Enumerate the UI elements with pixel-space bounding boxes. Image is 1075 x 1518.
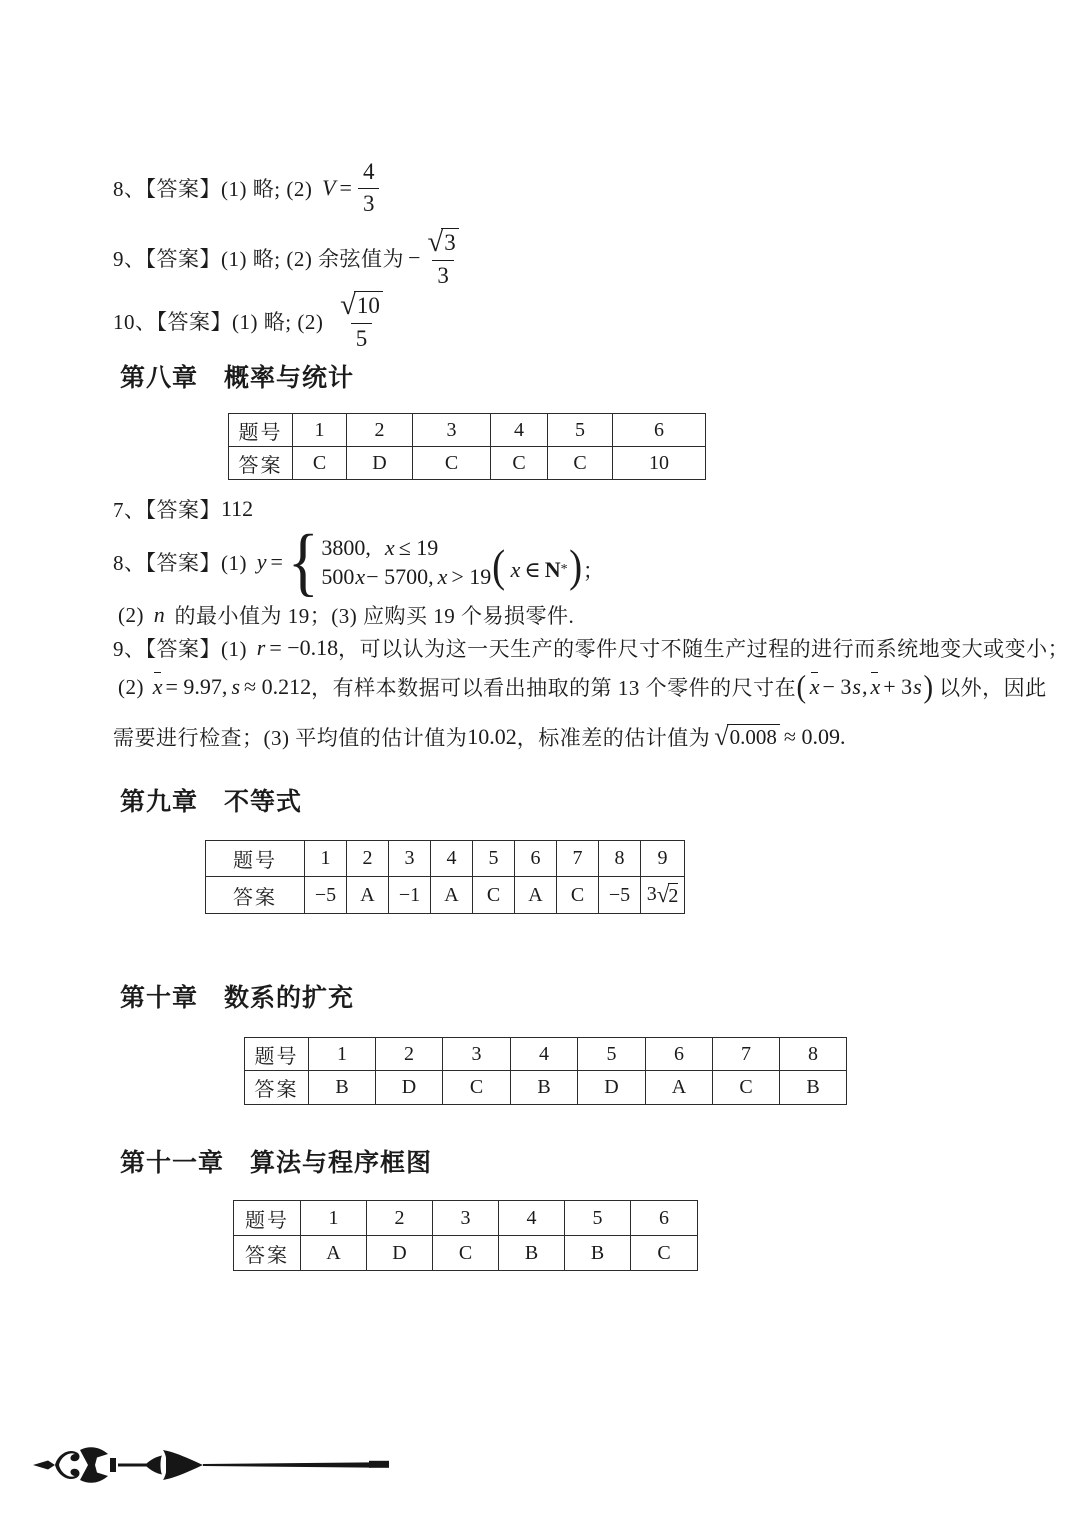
table-header-cell: 答案 <box>206 877 305 914</box>
text-segment: 以外，因此 <box>933 676 1047 700</box>
sqrt-symbol: √ <box>340 289 356 322</box>
punctuation: ； <box>582 558 605 583</box>
math-text: 10.02 <box>467 724 517 749</box>
answer-prefix: 8、【答案】(1) 略; (2) <box>113 177 319 201</box>
answer-table-ch8 <box>228 413 706 480</box>
answer-table-ch11 <box>233 1200 698 1271</box>
fraction <box>358 160 380 215</box>
math-text: 500 <box>321 563 355 589</box>
table-cell: 4 <box>491 414 548 447</box>
chapter-heading-ch9: 第九章 不等式 <box>120 789 303 816</box>
table-cell: 5 <box>565 1201 631 1236</box>
table-cell: 3 <box>443 1038 511 1071</box>
text-segment: ，有样本数据可以看出抽取的第 13 个零件的尺寸在 <box>311 676 797 700</box>
fraction-denominator: 3 <box>432 260 454 288</box>
table-cell: 5 <box>578 1038 646 1071</box>
text-segment: 需要进行检查；(3) 平均值的估计值为 <box>113 726 468 750</box>
table-cell: 6 <box>515 841 557 877</box>
table-cell: C <box>433 1236 499 1271</box>
table-header-cell: 答案 <box>245 1071 309 1105</box>
table-cell: C <box>413 447 491 480</box>
table-cell: 6 <box>631 1201 698 1236</box>
chapter-heading-ch10: 第十章 数系的扩充 <box>120 985 355 1012</box>
paren-close: ) <box>568 539 582 591</box>
sqrt-radicand: 0.008 <box>727 724 780 749</box>
table-cell: C <box>548 447 613 480</box>
table-cell: −5 <box>599 877 641 914</box>
math-in: ∈ <box>524 556 541 582</box>
table-cell: C <box>293 447 347 480</box>
math-text: ≤ 19 <box>398 534 439 560</box>
sqrt-radicand: 3 <box>441 228 459 255</box>
text-segment: 的最小值为 19；(3) 应购买 19 个易损零件. <box>168 604 575 628</box>
table-row <box>245 1038 847 1071</box>
table-cell: A <box>646 1071 713 1105</box>
table-cell: A <box>347 877 389 914</box>
table-row <box>229 414 706 447</box>
table-cell: 9 <box>641 841 685 877</box>
sqrt <box>340 291 383 320</box>
table-cell: 2 <box>376 1038 443 1071</box>
table-cell: 1 <box>305 841 347 877</box>
table-cell: D <box>376 1071 443 1105</box>
math-xbar: x <box>870 674 881 699</box>
math-var: x <box>355 563 366 589</box>
table-row <box>234 1236 698 1271</box>
math-var: s <box>231 674 240 699</box>
table-cell: D <box>347 447 413 480</box>
brace-icon: { <box>287 519 319 604</box>
table-row <box>245 1071 847 1105</box>
table-row <box>206 841 685 877</box>
table-cell: 7 <box>557 841 599 877</box>
table-header-cell: 题号 <box>234 1201 301 1236</box>
punctuation: . <box>840 724 846 749</box>
math-var: x <box>437 563 448 589</box>
math-text: ≈ 0.212 <box>244 674 312 699</box>
math-text: 3800, <box>321 534 371 560</box>
math-var: r <box>256 635 266 660</box>
answer-line-ch8-9a <box>113 633 1069 663</box>
answer-prefix: 10、【答案】(1) 略; (2) <box>113 310 330 334</box>
table-cell: 3 <box>413 414 491 447</box>
table-cell: A <box>431 877 473 914</box>
table-cell: 5 <box>548 414 613 447</box>
piecewise-cases <box>321 535 491 590</box>
table-cell: 8 <box>780 1038 847 1071</box>
table-header-cell: 题号 <box>229 414 293 447</box>
answer-line-ch8-9c <box>113 716 846 758</box>
math-eq: = <box>339 175 352 200</box>
table-cell: B <box>780 1071 847 1105</box>
fraction-numerator <box>335 291 388 323</box>
answer-value: 112 <box>221 496 254 521</box>
answer-line-ch8-8 <box>113 519 605 604</box>
math-text: − 5700, <box>366 563 434 589</box>
fraction-numerator <box>422 228 463 260</box>
table-cell: 10 <box>613 447 706 480</box>
math-eq: = <box>270 549 283 574</box>
text-segment: ，可以认为这一天生产的零件尺寸不随生产过程的进行而系统地变大或变小； <box>338 637 1070 661</box>
sqrt-symbol: √ <box>427 226 444 259</box>
answer-line-ch8-8b <box>118 600 574 630</box>
table-cell: A <box>301 1236 367 1271</box>
math-set-N: N <box>544 556 561 582</box>
math-xbar: x <box>152 674 163 699</box>
table-cell: 3 <box>389 841 431 877</box>
fraction <box>422 228 463 288</box>
table-cell <box>641 877 685 914</box>
table-cell: 3 <box>433 1201 499 1236</box>
math-var: V <box>322 175 336 200</box>
domain-group <box>491 539 605 591</box>
table-cell: 2 <box>367 1201 433 1236</box>
sqrt-symbol: √ <box>656 881 670 907</box>
chapter-heading-ch8: 第八章 概率与统计 <box>120 365 355 392</box>
table-cell: B <box>565 1236 631 1271</box>
sqrt <box>427 228 458 257</box>
answer-line-ch8-9b <box>118 664 1047 710</box>
paren-open: ( <box>492 539 506 591</box>
table-cell: B <box>511 1071 578 1105</box>
math-var: y <box>256 549 267 574</box>
text-segment: (2) <box>118 674 150 699</box>
sqrt-radicand: 10 <box>354 291 383 318</box>
math-text: , <box>861 674 868 699</box>
table-cell: 8 <box>599 841 641 877</box>
chapter-heading-ch11: 第十一章 算法与程序框图 <box>120 1150 433 1177</box>
math-text: + 3 <box>883 674 913 699</box>
table-cell: 1 <box>309 1038 376 1071</box>
sqrt-symbol: √ <box>714 721 729 751</box>
math-var: x <box>510 556 521 582</box>
table-header-cell: 题号 <box>245 1038 309 1071</box>
math-3root2 <box>647 883 679 908</box>
math-xbar: x <box>809 674 820 699</box>
table-cell: 6 <box>646 1038 713 1071</box>
table-cell: 1 <box>293 414 347 447</box>
table-cell: 5 <box>473 841 515 877</box>
math-superscript: * <box>560 561 568 577</box>
paren-open: ( <box>796 668 807 705</box>
math-minus: − <box>408 245 421 270</box>
table-cell: A <box>515 877 557 914</box>
table-cell: C <box>473 877 515 914</box>
table-header-cell: 答案 <box>229 447 293 480</box>
table-cell: D <box>367 1236 433 1271</box>
piecewise-case <box>321 564 491 590</box>
sqrt <box>714 721 780 751</box>
table-cell: −5 <box>305 877 347 914</box>
sqrt-radicand: 2 <box>668 884 679 907</box>
answer-prefix: 7、【答案】 <box>113 498 221 522</box>
table-cell: 4 <box>511 1038 578 1071</box>
table-cell: C <box>443 1071 511 1105</box>
table-cell: D <box>578 1071 646 1105</box>
table-cell: C <box>557 877 599 914</box>
answer-line-geo-10 <box>113 290 388 352</box>
fraction-denominator: 3 <box>358 188 380 216</box>
fraction-numerator: 4 <box>362 159 375 185</box>
table-cell: 2 <box>347 414 413 447</box>
text-segment: (2) <box>118 602 150 627</box>
answer-line-geo-8 <box>113 158 379 218</box>
table-row <box>206 877 685 914</box>
math-text: ≈ 0.09 <box>783 724 840 749</box>
math-text: > 19 <box>451 563 492 589</box>
table-cell: C <box>713 1071 780 1105</box>
table-header-cell: 题号 <box>206 841 305 877</box>
math-var: n <box>153 602 165 627</box>
answer-prefix: 8、【答案】(1) <box>113 551 253 575</box>
table-row <box>234 1201 698 1236</box>
math-coefficient: 3 <box>646 882 657 905</box>
answer-line-geo-9 <box>113 226 464 290</box>
math-text: = −0.18 <box>269 635 339 660</box>
table-cell: B <box>499 1236 565 1271</box>
answer-table-ch10 <box>244 1037 847 1105</box>
fraction-denominator: 5 <box>351 323 373 351</box>
math-text: = 9.97, <box>165 674 228 699</box>
table-cell: 6 <box>613 414 706 447</box>
math-var: s <box>852 674 861 699</box>
table-cell: 7 <box>713 1038 780 1071</box>
table-cell: 4 <box>499 1201 565 1236</box>
table-cell: 1 <box>301 1201 367 1236</box>
answer-table-ch9 <box>205 840 685 914</box>
table-header-cell: 答案 <box>234 1236 301 1271</box>
table-cell: B <box>309 1071 376 1105</box>
table-cell: 4 <box>431 841 473 877</box>
table-cell: C <box>491 447 548 480</box>
piecewise-case <box>321 535 491 561</box>
table-cell: C <box>631 1236 698 1271</box>
table-row <box>229 447 706 480</box>
answer-line-ch8-7 <box>113 494 253 524</box>
text-segment: ，标准差的估计值为 <box>516 726 711 750</box>
math-var: s <box>913 674 922 699</box>
math-text: − 3 <box>822 674 852 699</box>
table-cell: 2 <box>347 841 389 877</box>
table-cell: −1 <box>389 877 431 914</box>
fraction <box>335 291 388 351</box>
math-var: x <box>384 534 395 560</box>
paren-close: ) <box>923 668 933 705</box>
answer-prefix: 9、【答案】(1) 略; (2) 余弦值为 <box>113 247 405 271</box>
footer-ornament-icon <box>33 1444 389 1486</box>
answer-prefix: 9、【答案】(1) <box>113 637 253 661</box>
